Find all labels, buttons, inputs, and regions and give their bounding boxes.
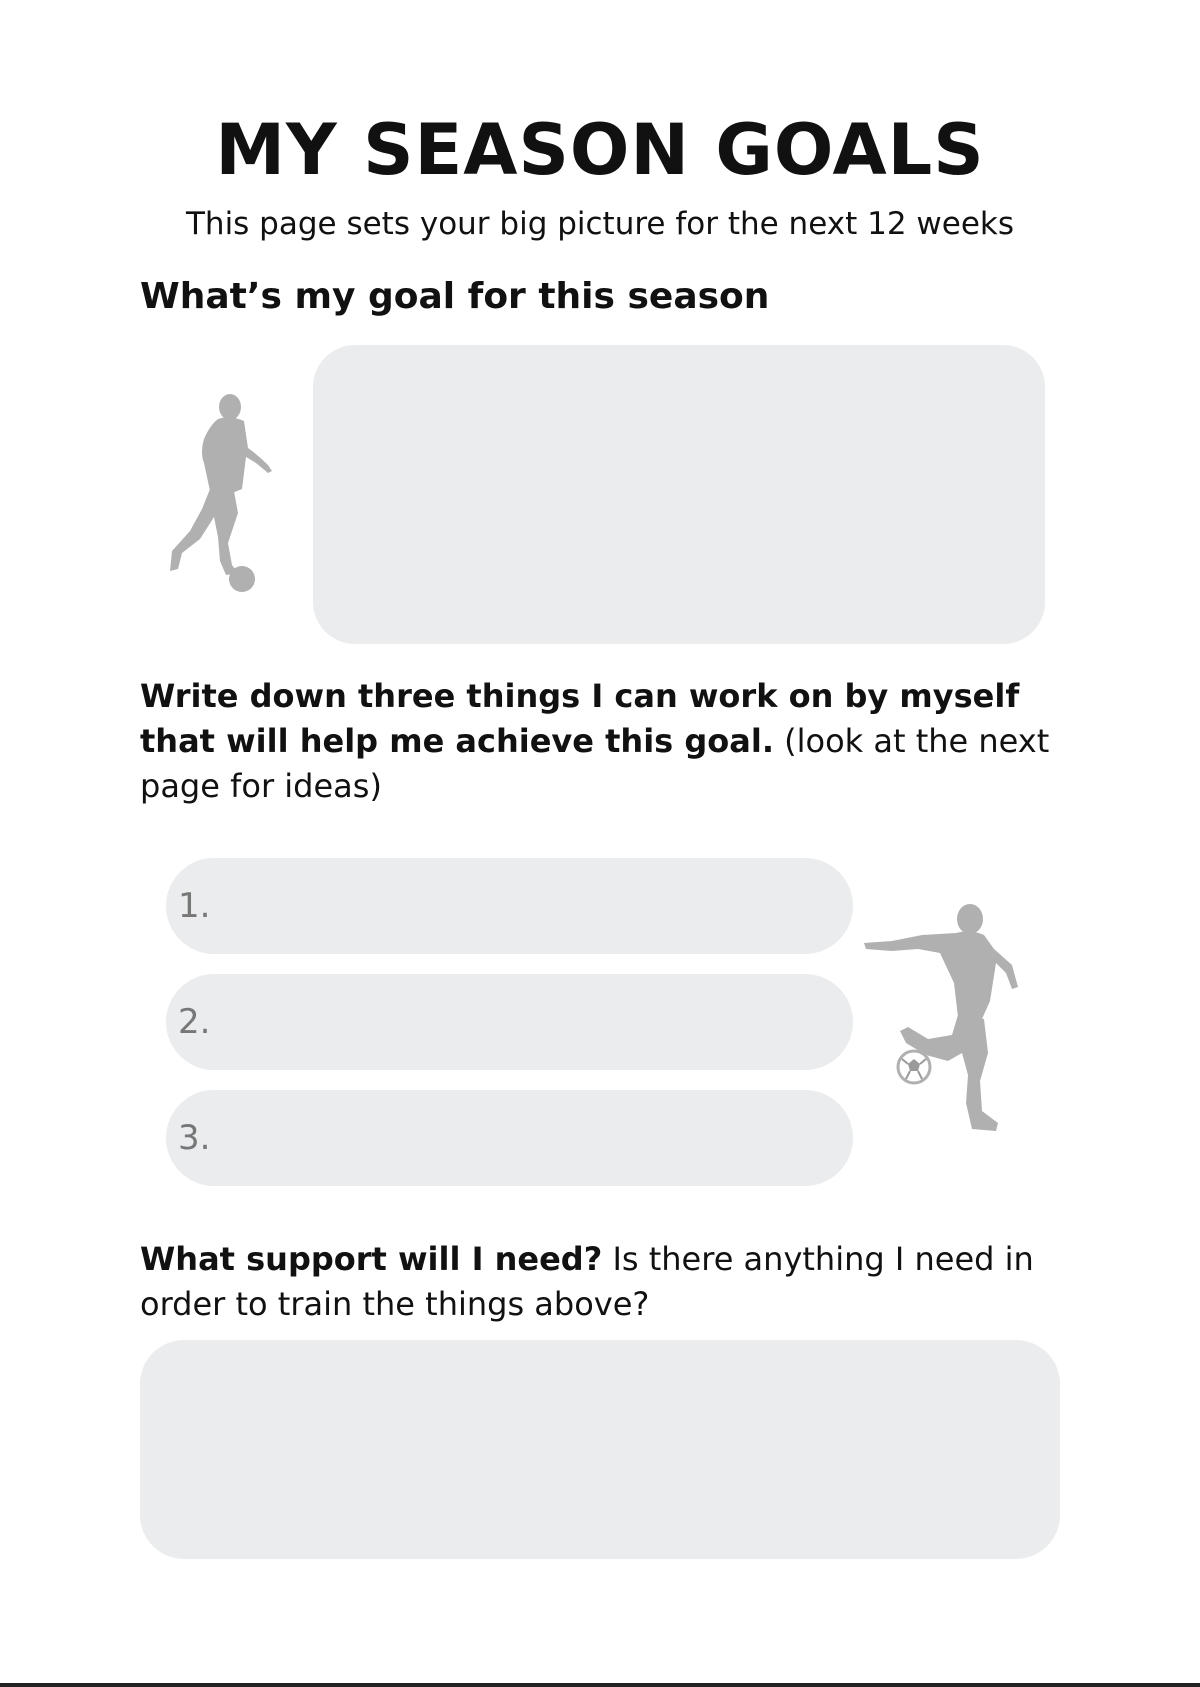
action-field-3[interactable] bbox=[166, 1090, 853, 1186]
action-number: 1. bbox=[178, 886, 211, 926]
page-subtitle: This page sets your big picture for the next 12 weeks bbox=[185, 206, 1014, 242]
action-field-1[interactable] bbox=[166, 858, 853, 954]
goal-question: What’s my goal for this season bbox=[140, 276, 770, 317]
action-field-2[interactable] bbox=[166, 974, 853, 1070]
support-question-bold: What support will I need? bbox=[140, 1240, 603, 1278]
footballer-dribbling-icon bbox=[160, 393, 290, 598]
action-number: 3. bbox=[178, 1118, 211, 1158]
actions-question bbox=[140, 674, 1050, 809]
actions-question-bold: Write down three things I can work on by myself that will help me achieve this goal. bbox=[140, 677, 1020, 760]
page-title: MY SEASON GOALS bbox=[215, 109, 985, 191]
support-question bbox=[140, 1237, 1060, 1327]
support-answer-box[interactable] bbox=[140, 1340, 1060, 1559]
actions-question-note: (look at the next page for ideas) bbox=[140, 722, 1050, 805]
goal-answer-box[interactable] bbox=[313, 345, 1045, 644]
support-question-note: Is there anything I need in order to train the things above? bbox=[140, 1240, 1034, 1323]
footballer-kicking-icon bbox=[862, 903, 1034, 1141]
page-bottom-edge bbox=[0, 1683, 1200, 1687]
action-number: 2. bbox=[178, 1002, 211, 1042]
